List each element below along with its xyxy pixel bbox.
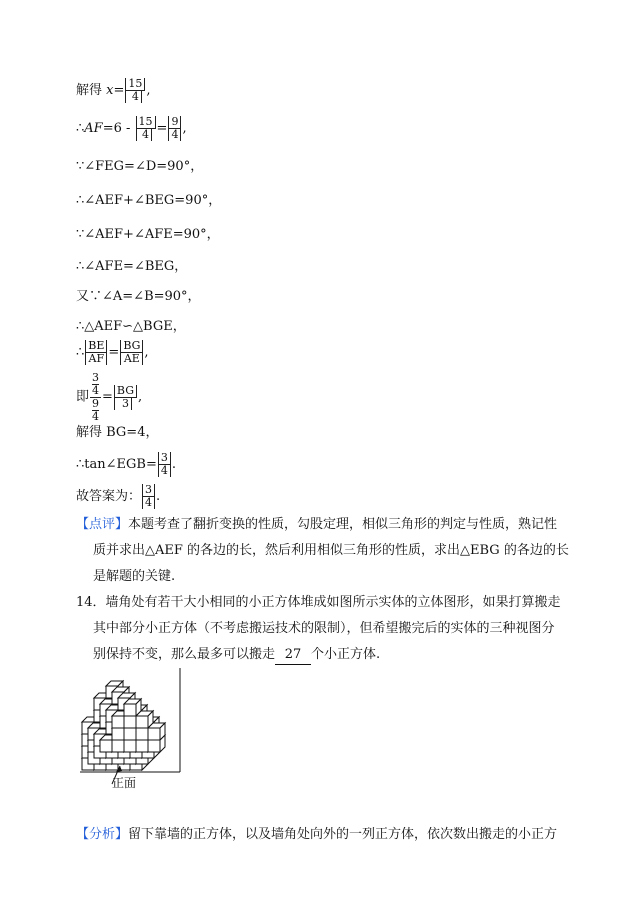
analysis-text: 留下靠墙的正方体，以及墙角处向外的一列正方体，依次数出搬走的小正方 <box>128 827 558 842</box>
numerator: 9 <box>169 116 181 129</box>
comment-line-1 <box>76 516 557 534</box>
line-7: 又∵∠A=∠B=90°， <box>76 289 201 304</box>
answer-line <box>76 484 160 509</box>
numerator: 15 <box>137 116 156 129</box>
therefore: ∴ <box>76 121 85 136</box>
equals: = <box>102 389 113 405</box>
numerator: 3 <box>143 484 155 497</box>
var-af: AF <box>84 121 103 136</box>
line-6: ∴∠AFE=∠BEG， <box>76 259 188 274</box>
compound-fraction <box>90 372 101 423</box>
denominator: 4 <box>140 129 152 141</box>
numerator: BG <box>115 385 137 398</box>
expr: =6 - <box>102 121 135 136</box>
answer-value: 27 <box>275 646 311 665</box>
denominator: AE <box>122 353 143 365</box>
fraction-15-4 <box>136 116 156 141</box>
cube-stack-figure <box>76 666 184 794</box>
numerator: 15 <box>126 78 145 91</box>
numerator: BE <box>86 340 107 353</box>
fraction-9-4 <box>168 116 181 141</box>
punct: , <box>146 83 151 98</box>
namely: 即 <box>76 389 90 405</box>
therefore: ∴ <box>76 345 85 360</box>
denominator: 4 <box>143 497 155 509</box>
q14-line-2: 其中部分小正方体（不考虑搬运技术的限制），但希望搬完后的实体的三种视图分 <box>93 621 555 636</box>
denominator: 3 <box>120 398 132 410</box>
compound-top <box>90 372 101 398</box>
top-denominator: 4 <box>92 384 100 397</box>
equals: = <box>156 121 168 136</box>
cube <box>148 723 165 740</box>
numerator: BG <box>121 340 143 353</box>
analysis-tag: 【分析】 <box>76 827 129 842</box>
fraction-15-4 <box>125 78 145 103</box>
numerator: 3 <box>159 452 171 465</box>
front-label: 正面 <box>112 776 137 790</box>
bottom-numerator: 9 <box>92 397 100 410</box>
analysis-line-1 <box>76 826 557 844</box>
fraction-3-4 <box>142 484 155 509</box>
af-line <box>76 116 187 141</box>
fraction-bg-ae <box>120 340 143 365</box>
q14-text: 别保持不变，那么最多可以搬走 <box>93 647 276 662</box>
punct: . <box>171 457 176 472</box>
comment-line-3: 是解题的关键. <box>93 569 176 584</box>
denominator: 4 <box>169 129 181 141</box>
comment-line-2: 质并求出△AEF 的各边的长，然后利用相似三角形的性质，求出△EBG 的各边的长 <box>93 543 569 558</box>
equals: = <box>108 345 120 360</box>
text: 故答案为： <box>76 489 142 504</box>
fraction-bg-3 <box>114 385 137 410</box>
ratio-sub-line <box>76 372 142 423</box>
denominator: AF <box>87 353 108 365</box>
bottom-denominator: 4 <box>92 410 100 423</box>
punct: , <box>138 389 143 405</box>
text: ∴tan∠EGB= <box>76 457 157 472</box>
q14-text: 个小正方体. <box>311 647 381 662</box>
q14-line-3 <box>93 646 380 665</box>
line-4: ∴∠AEF+∠BEG=90°， <box>76 193 222 208</box>
line-5: ∵∠AEF+∠AFE=90°， <box>76 227 220 242</box>
line-3: ∵∠FEG=∠D=90°， <box>76 159 204 174</box>
top-numerator: 3 <box>92 371 100 384</box>
comment-text: 本题考查了翻折变换的性质，勾股定理，相似三角形的判定与性质，熟记性 <box>128 517 558 532</box>
q14-line-1: 14．墙角处有若干大小相同的小正方体堆成如图所示实体的立体图形，如果打算搬走 <box>76 595 561 610</box>
punct: . <box>156 489 161 504</box>
fraction-be-af <box>85 340 107 365</box>
fraction-3-4 <box>158 452 171 477</box>
comment-tag: 【点评】 <box>76 517 129 532</box>
line-11: 解得 BG=4， <box>76 425 159 440</box>
solve-x-line <box>76 78 151 103</box>
punct: , <box>182 121 187 136</box>
equals: = <box>113 83 125 98</box>
ratio-line <box>76 340 149 365</box>
denominator: 4 <box>159 465 171 477</box>
punct: , <box>144 345 149 360</box>
line-8: ∴△AEF∽△BGE， <box>76 319 186 334</box>
text: 解得 <box>76 83 107 98</box>
var-x: x <box>106 83 114 98</box>
tan-line <box>76 452 176 477</box>
denominator: 4 <box>130 91 142 103</box>
compound-bottom <box>90 398 101 423</box>
